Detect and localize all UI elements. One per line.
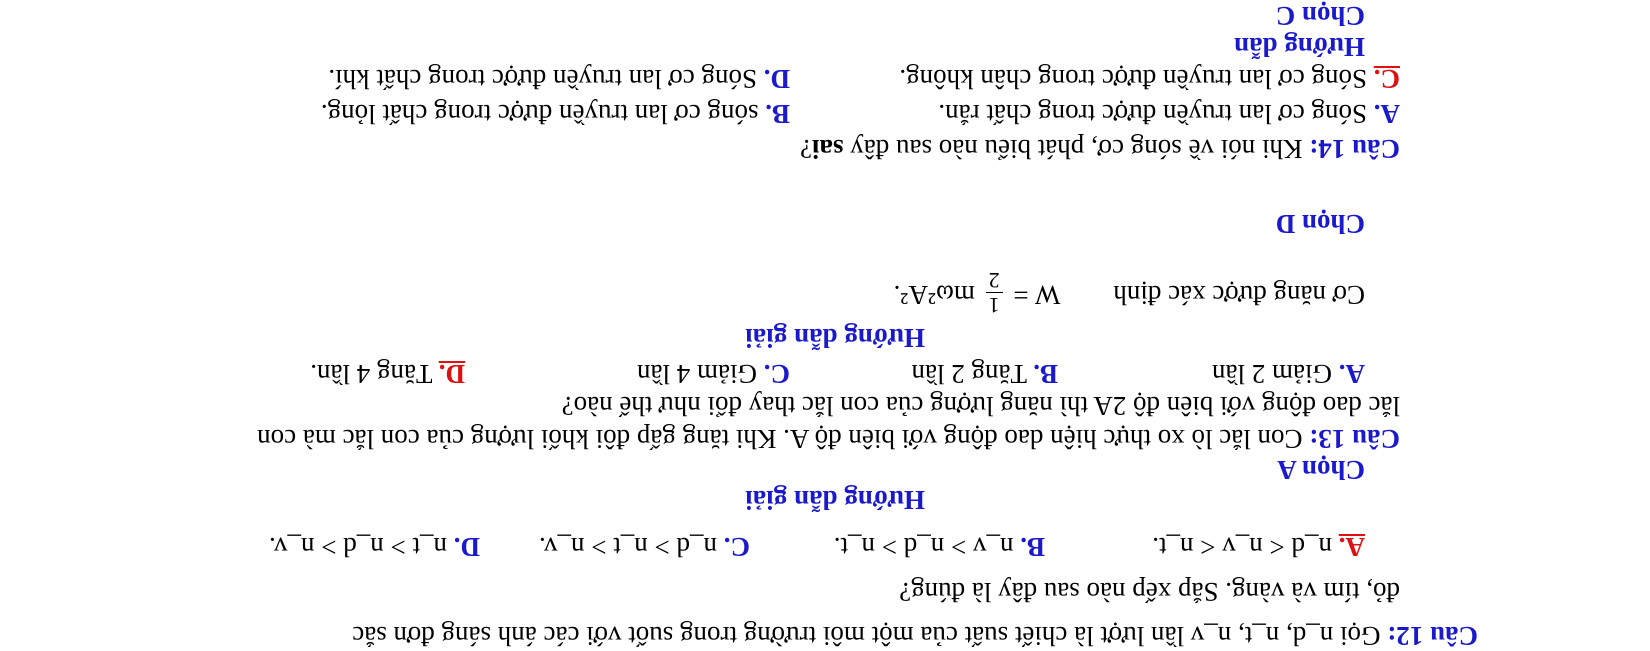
q14-label: Câu 14: bbox=[1309, 134, 1400, 164]
q13-option-d bbox=[310, 360, 465, 387]
q12-option-a-letter: A. bbox=[1338, 532, 1365, 562]
q14-option-a-letter: A. bbox=[1373, 99, 1400, 129]
q12-option-a bbox=[1152, 533, 1365, 560]
q14-option-a-text: Sóng cơ lan truyền được trong chất rắn. bbox=[938, 99, 1367, 129]
q14-option-b-text: sóng cơ lan truyền được trong chất lỏng. bbox=[320, 99, 759, 129]
q13-stem-line1 bbox=[257, 425, 1400, 452]
q12-option-d bbox=[269, 533, 480, 560]
q14-stem-post: ? bbox=[800, 134, 813, 164]
q14-option-c-text: Sóng cơ lan truyền được trong chân không. bbox=[899, 64, 1367, 94]
formula-lhs: W = bbox=[1013, 280, 1061, 311]
q13-option-b-text: Tăng 2 lần bbox=[911, 359, 1027, 389]
q12-option-b-text: n_v > n_d > n_t. bbox=[833, 532, 1014, 562]
q13-option-a bbox=[1212, 360, 1365, 387]
q12-label: Câu 12: bbox=[1387, 621, 1478, 651]
q12-answer: Chọn A bbox=[1277, 455, 1365, 485]
q13-option-a-letter: A. bbox=[1338, 359, 1365, 389]
q12-option-d-letter: D. bbox=[453, 532, 480, 562]
q13-guide-heading: Hướng dẫn giải bbox=[745, 323, 925, 353]
q13-explain-prefix: Cơ năng được xác định bbox=[1113, 280, 1365, 311]
q14-option-b-letter: B. bbox=[765, 99, 790, 129]
q13-option-d-letter: D. bbox=[438, 359, 465, 389]
q14-option-a bbox=[938, 100, 1400, 127]
formula-numerator: 1 bbox=[986, 292, 1003, 317]
q14-option-c bbox=[899, 65, 1400, 92]
q13-answer: Chọn D bbox=[1275, 209, 1365, 239]
q12-option-c bbox=[539, 533, 750, 560]
q14-stem-bold: sai bbox=[812, 134, 844, 164]
q14-option-d bbox=[328, 65, 790, 92]
q12-stem-line1 bbox=[352, 622, 1478, 649]
q13-option-d-text: Tăng 4 lần. bbox=[310, 359, 433, 389]
q14-stem-pre: Khi nói về sóng cơ, phát biểu nào sau đây bbox=[850, 134, 1303, 164]
q12-option-c-text: n_d > n_t > n_v. bbox=[539, 532, 717, 562]
q14-option-d-text: Sóng cơ lan truyền được trong chất khí. bbox=[328, 64, 757, 94]
q13-label: Câu 13: bbox=[1309, 424, 1400, 454]
q14-answer: Chọn C bbox=[1275, 1, 1365, 31]
q14-stem bbox=[800, 135, 1400, 162]
q13-option-c bbox=[637, 360, 790, 387]
q12-option-c-letter: C. bbox=[723, 532, 750, 562]
q12-option-b bbox=[834, 533, 1045, 560]
q12-stem-line2: đỏ, tím và vàng. Sắp xếp nào sau đây là đúng? bbox=[899, 577, 1400, 607]
formula-fraction bbox=[986, 268, 1003, 317]
q12-option-d-text: n_t > n_d > n_v. bbox=[269, 532, 447, 562]
q12-option-a-text: n_d < n_v < n_t. bbox=[1152, 532, 1332, 562]
q12-guide-heading: Hướng dẫn giải bbox=[745, 485, 925, 515]
q14-guide-heading: Hướng dẫn bbox=[1234, 32, 1365, 62]
q13-stem-line2: lắc dao động với biên độ 2A thì năng lượng của con lắc thay đổi như thế nào? bbox=[561, 391, 1400, 421]
q13-option-c-text: Giảm 4 lần bbox=[637, 359, 757, 389]
q13-stem-text: Con lắc lò xo thực hiện dao động với biên độ A. Khi tăng gấp đôi khối lượng của con lắc mà con bbox=[257, 424, 1303, 454]
q14-option-c-letter: C. bbox=[1373, 64, 1400, 94]
q14-option-b bbox=[321, 100, 790, 127]
formula-denominator: 2 bbox=[988, 267, 1000, 293]
q13-explanation bbox=[894, 268, 1365, 317]
formula-rhs: mω²A². bbox=[893, 280, 975, 311]
q13-option-b bbox=[912, 360, 1059, 387]
q12-stem-text: Gọi n_d, n_t, n_v lần lượt là chiết suất của một môi trường trong suốt với các ánh sáng đơn sắc bbox=[352, 621, 1381, 651]
q13-option-c-letter: C. bbox=[763, 359, 790, 389]
q13-option-b-letter: B. bbox=[1033, 359, 1058, 389]
q14-option-d-letter: D. bbox=[763, 64, 790, 94]
q12-option-b-letter: B. bbox=[1020, 532, 1045, 562]
q13-option-a-text: Giảm 2 lần bbox=[1212, 359, 1332, 389]
